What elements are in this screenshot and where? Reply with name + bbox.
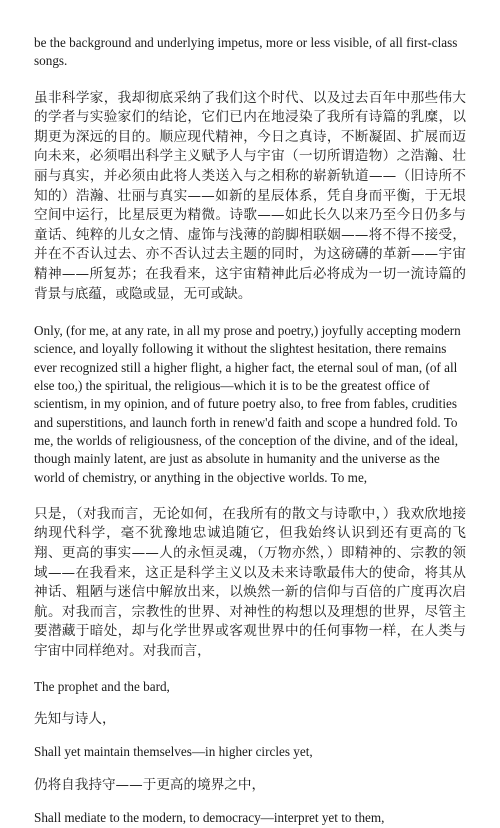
- paragraph-spacer: [34, 696, 466, 710]
- paragraph-zh-2: 只是，（对我而言，无论如何，在我所有的散文与诗歌中，）我欢欣地接纳现代科学，毫不犹豫地忠诚追随它，但我始终认识到还有更高的飞翔、更高的事实——人的永恒灵魂，（万物亦然，）即精神的、宗教的领域——在我看来，这正是科学主义以及未来诗歌最伟大的使命，将其从神话、粗陋与迷信中解放出来，以焕然一新的信仰与百倍的广度再次启航。对我而言，宗教性的世界、对神性的构想以及理想的世界，尽管主要潜藏于暗处，却与化学世界或客观世界中的任何事物一样，在人类与宇宙中同样绝对。对我而言，: [34, 505, 466, 659]
- paragraph-en-1: be the background and underlying impetus, more or less visible, of all first-class songs.: [34, 35, 458, 69]
- paragraph-spacer: [34, 304, 466, 322]
- paragraph-spacer: [34, 762, 466, 776]
- document-page: [34, 34, 466, 828]
- verse-line-en-3: Shall mediate to the modern, to democracy—interpret yet to them,: [34, 810, 385, 826]
- paragraph-zh-1: 虽非科学家，我却彻底采纳了我们这个时代、以及过去百年中那些伟大的学者与实验家们的结论，它们已内在地浸染了我所有诗篇的乳糜，以期更为深远的目的。顺应现代精神，今日之真诗，不断凝固、扩展而迈向未来，必须唱出科学主义赋予人与宇宙（一切所谓造物）之浩瀚、壮丽与真实，并必须由此将人类送入与之相称的崭新轨道——（旧诗所不知的）浩瀚、壮丽与真实——如新的星辰体系，凭自身而平衡，于无垠空间中运行，比星辰更为精微。诗歌——如此长久以来乃至今日仍多与童话、纯粹的儿女之情、虚饰与浅薄的韵脚相联姻——将不得不接受，并在不否认过去、亦不否认过去主题的同时，为这磅礴的革新——宇宙精神——所复苏；在我看来，这宇宙精神此后必将成为一切一流诗篇的背景与底蕴，或隐或显，无可或缺。: [34, 89, 466, 302]
- paragraph-en-2: Only, (for me, at any rate, in all my prose and poetry,) joyfully accepting modern science, and loyally following it without the slightest hesitation, there remains ever recognized still a higher flight, a higher fact, the eternal soul of man, (of all else too,) the spiritual, the religious—which it is to be the greatest office of scientism, in my opinion, and of future poetry also, to free from fables, crudities and superstitions, and launch forth in renew'd faith and scope a hundred fold. To me, the worlds of religiousness, of the conception of the divine, and of the ideal, though mainly latent, are just as absolute in humanity and the universe as the world of chemistry, or anything in the objective worlds. To me,: [34, 323, 461, 485]
- verse-line-zh-2: 仍将自我持守——于更高的境界之中，: [34, 776, 266, 793]
- verse-line-zh-1: 先知与诗人，: [34, 710, 116, 727]
- verse-line-en-2: Shall yet maintain themselves—in higher circles yet,: [34, 744, 313, 760]
- paragraph-spacer: [34, 795, 466, 809]
- verse-line-en-1: The prophet and the bard,: [34, 678, 170, 694]
- paragraph-spacer: [34, 662, 466, 678]
- paragraph-spacer: [34, 729, 466, 743]
- paragraph-spacer: [34, 71, 466, 89]
- paragraph-spacer: [34, 487, 466, 505]
